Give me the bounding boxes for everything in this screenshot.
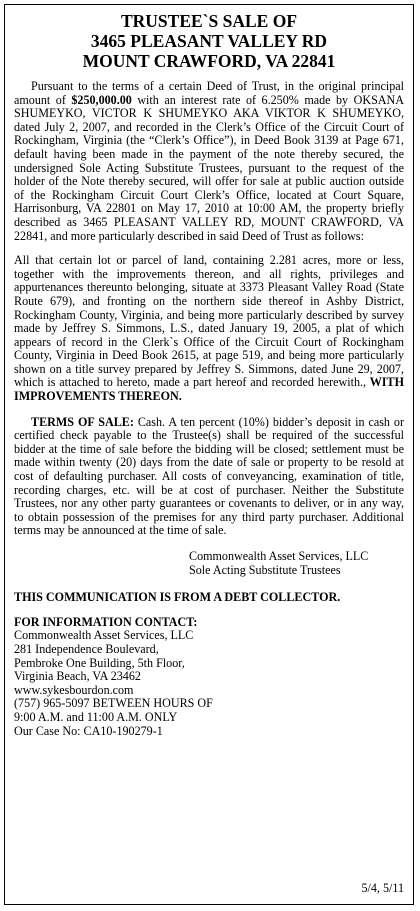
title-line-1: TRUSTEE`S SALE OF bbox=[120, 11, 298, 31]
sale-paragraph-body: with an interest rate of 6.250% made by OKSANA SHUMEYKO, VICTOR K SHUMEYKO AKA VIKTOR K SHUMEYKO, dated July 2, 2007, and recorded in the Clerk’s Office of the Circuit Court of Rockingham, Virginia (the “Clerk’s Office”), in Deed Book 3139 at Page 671, default having been made in the payment of the note thereby secured, the undersigned Sole Acting Substitute Trustees, pursuant to the request of the holder of the Note thereby secured, will offer for sale at public auction outside of the Rockingham Circuit Court Clerk’s Office, located at Court Square, Harrisonburg, VA 22801 on May 17, 2010 at 10:00 AM, the property briefly described as 3465 PLEASANT VALLEY RD, MOUNT CRAWFORD, VA 22841, and more particularly described in said Deed of Trust as follows: bbox=[14, 92, 404, 243]
contact-block bbox=[14, 616, 404, 738]
case-number: Our Case No: CA10-190279-1 bbox=[14, 723, 163, 738]
sale-paragraph bbox=[14, 80, 404, 243]
terms-text: Cash. A ten percent (10%) bidder’s deposit in cash or certified check payable to the Trustee(s) shall be required of the successful bidder at the time of sale before the bidding will be closed; settlement must be made within twenty (20) days from the date of sale or property to be resold at cost of defaulting purchaser. All costs of conveyancing, examination of title, recording charges, etc. will be at cost of purchaser. Neither the Substitute Trustees, nor any other party guarantees or covenants to deliver, or in any way, to obtain possession of the premises for any third party purchaser. Additional terms may be announced at the time of sale. bbox=[14, 414, 404, 538]
legal-notice bbox=[4, 4, 414, 905]
signature-company: Commonwealth Asset Services, LLC bbox=[189, 549, 369, 563]
contact-heading: FOR INFORMATION CONTACT: bbox=[14, 614, 198, 629]
trustee-signature bbox=[189, 550, 404, 577]
contact-hours: 9:00 A.M. and 11:00 A.M. ONLY bbox=[14, 709, 178, 724]
title-line-2: 3465 PLEASANT VALLEY RD bbox=[90, 31, 328, 51]
contact-company: Commonwealth Asset Services, LLC bbox=[14, 628, 194, 643]
title-line-3: MOUNT CRAWFORD, VA 22841 bbox=[82, 51, 336, 71]
terms-of-sale bbox=[14, 416, 404, 538]
property-description bbox=[14, 254, 404, 404]
improvements-clause: WITH IMPROVEMENTS THEREON. bbox=[14, 375, 404, 404]
sale-paragraph-intro: Pursuant to the terms of a certain Deed of Trust, in the original principal amount of bbox=[14, 79, 404, 107]
contact-address-building: Pembroke One Building, 5th Floor, bbox=[14, 655, 185, 670]
terms-heading: TERMS OF SALE: bbox=[31, 414, 134, 429]
contact-phone-hours: (757) 965-5097 BETWEEN HOURS OF bbox=[14, 696, 213, 711]
notice-title bbox=[14, 11, 404, 71]
principal-amount: $250,000.00 bbox=[71, 92, 132, 107]
publication-dates: 5/4, 5/11 bbox=[361, 881, 404, 896]
signature-role: Sole Acting Substitute Trustees bbox=[189, 562, 341, 577]
debt-collector-notice: THIS COMMUNICATION IS FROM A DEBT COLLECTOR. bbox=[14, 590, 341, 605]
contact-address-city: Virginia Beach, VA 23462 bbox=[14, 669, 141, 684]
contact-address-street: 281 Independence Boulevard, bbox=[14, 641, 159, 656]
contact-website: www.sykesbourdon.com bbox=[14, 682, 134, 697]
property-description-text: All that certain lot or parcel of land, containing 2.281 acres, more or less, together with the improvements thereon, and all rights, privileges and appurtenances thereunto belonging, situate at 3373 Pleasant Valley Road (State Route 679), and fronting on the northern side thereof in Ashby District, Rockingham County, Virginia, and being more particularly described by survey made by Jeffrey S. Simmons, L.S., dated January 19, 2005, a plat of which appears of record in the Clerk`s Office of the Circuit Court of Rockingham County, Virginia in Deed Book 2615, at page 519, and being more particularly shown on a title survey prepared by Jeffrey S. Simmons, dated June 29, 2007, which is attached to hereto, made a part hereof and recorded herewith., bbox=[14, 253, 404, 390]
